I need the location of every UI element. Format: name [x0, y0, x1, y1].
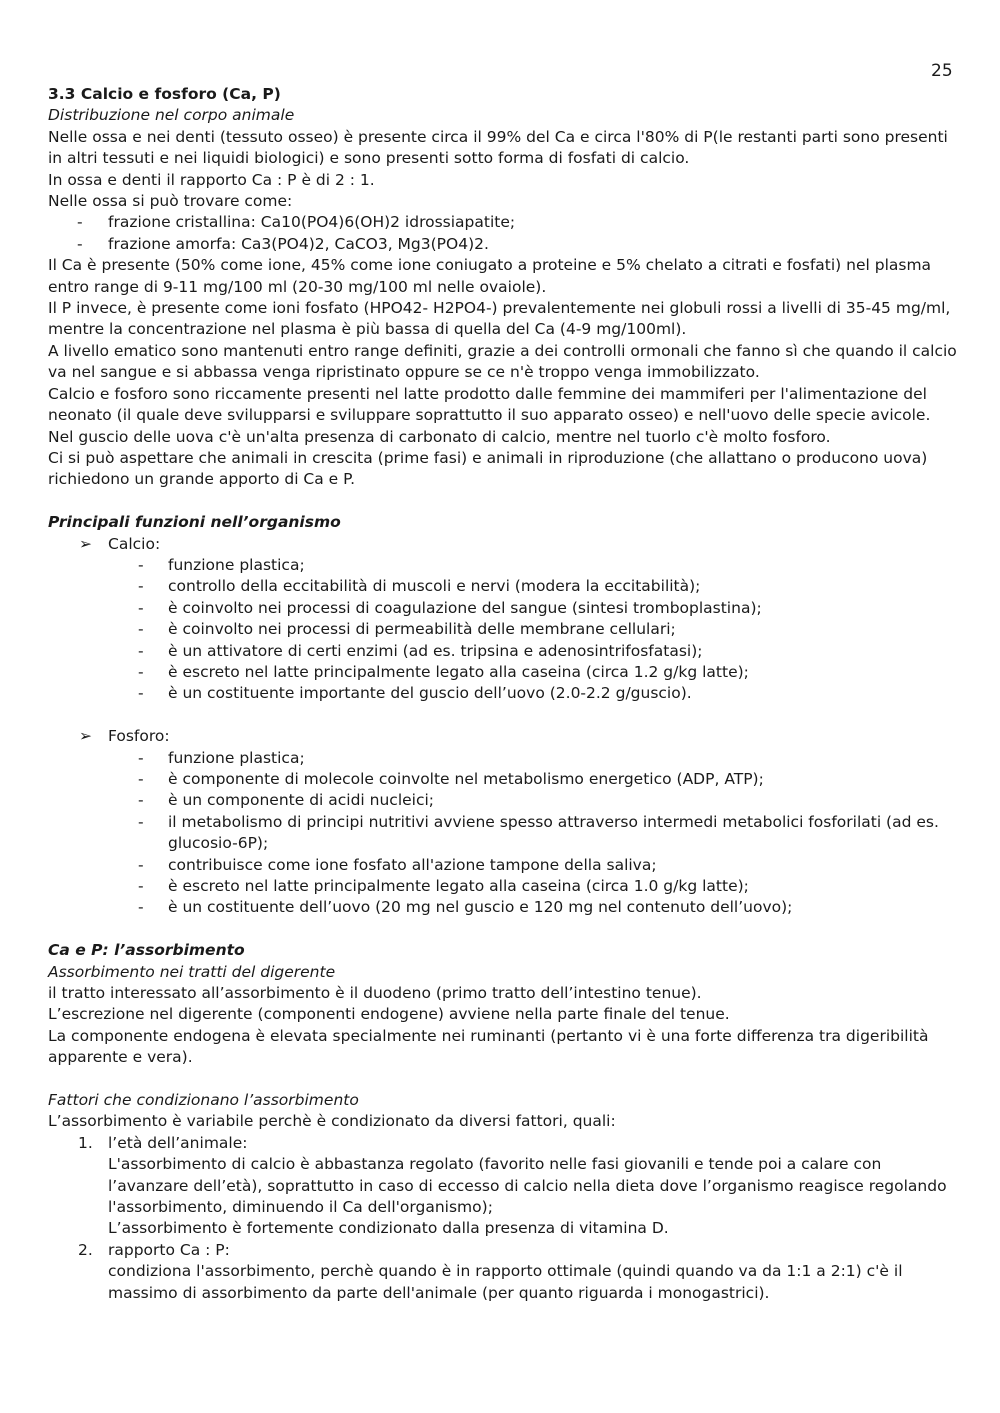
factor-text: condiziona l'assorbimento, perchè quando è in rapporto ottimale (quindi quando va da 1:1 a 2:1) c'è il massimo di assorbimento da parte dell'animale (per quanto riguarda i monogastrici). — [108, 1262, 903, 1302]
list-item: - frazione cristallina: Ca10(PO4)6(OH)2 idrossiapatite; — [48, 212, 958, 233]
list-item: - è un costituente dell’uovo (20 mg nel guscio e 120 mg nel contenuto dell’uovo); — [48, 897, 958, 918]
factor-label: l’età dell’animale: — [108, 1133, 248, 1152]
factor-label: rapporto Ca : P: — [108, 1240, 230, 1259]
absorption-subheading: Assorbimento nei tratti del digerente — [48, 962, 336, 981]
factor-text: L’assorbimento è fortemente condizionato dalla presenza di vitamina D. — [108, 1219, 669, 1238]
list-item: - è componente di molecole coinvolte nel metabolismo energetico (ADP, ATP); — [48, 769, 958, 790]
factor-text: L'assorbimento di calcio è abbastanza regolato (favorito nelle fasi giovanili e tende poi a calare con l’avanzare dell’età), soprattutto in caso di eccesso di calcio nella dieta dove l’organismo reagisce regolando l'assorbimento, diminuendo il Ca dell'organismo); — [108, 1155, 947, 1217]
fosforo-label: Fosforo: — [108, 727, 170, 746]
list-item: - è escreto nel latte principalmente legato alla caseina (circa 1.2 g/kg latte); — [48, 662, 958, 683]
list-item: - il metabolismo di principi nutritivi avviene spesso attraverso intermedi metabolici fosforilati (ad es. glucosio-6P); — [48, 812, 958, 855]
fosforo-functions-list — [48, 748, 958, 919]
arrow-bullet-icon: ➢ — [79, 534, 92, 553]
list-item: - funzione plastica; — [48, 748, 958, 769]
absorption-paragraph: L’assorbimento è variabile perchè è condizionato da diversi fattori, quali: — [48, 1112, 616, 1131]
functions-heading: Principali funzioni nell’organismo — [48, 513, 341, 532]
absorption-heading: Ca e P: l’assorbimento — [48, 941, 245, 960]
list-item: - è un componente di acidi nucleici; — [48, 790, 958, 811]
factor-item — [48, 1133, 958, 1240]
arrow-bullet-icon: ➢ — [79, 727, 92, 746]
absorption-paragraph: L’escrezione nel digerente (componenti endogene) avviene nella parte finale del tenue. — [48, 1005, 730, 1024]
list-item: - frazione amorfa: Ca3(PO4)2, CaCO3, Mg3(PO4)2. — [48, 234, 958, 255]
list-item: - è un attivatore di certi enzimi (ad es. tripsina e adenosintrifosfatasi); — [48, 641, 958, 662]
list-item: - controllo della eccitabilità di muscoli e nervi (modera la eccitabilità); — [48, 576, 958, 597]
list-item: - è un costituente importante del guscio dell’uovo (2.0-2.2 g/guscio). — [48, 683, 958, 704]
list-item: - contribuisce come ione fosfato all'azione tampone della saliva; — [48, 855, 958, 876]
bone-forms-list — [48, 212, 958, 255]
list-item: - funzione plastica; — [48, 555, 958, 576]
distribution-paragraph: Il Ca è presente (50% come ione, 45% come ione coniugato a proteine e 5% chelato a citrati e fosfati) nel plasma entro range di 9-11 mg/100 ml (20-30 mg/100 ml nelle ovaiole). — [48, 256, 932, 296]
factors-subheading: Fattori che condizionano l’assorbimento — [48, 1091, 359, 1110]
distribution-paragraph: In ossa e denti il rapporto Ca : P è di 2 : 1. — [48, 170, 375, 189]
page-number: 25 — [931, 61, 953, 81]
calcio-group — [48, 534, 958, 555]
calcio-functions-list — [48, 555, 958, 705]
list-item: - è coinvolto nei processi di coagulazione del sangue (sintesi tromboplastina); — [48, 598, 958, 619]
distribution-paragraph: Ci si può aspettare che animali in crescita (prime fasi) e animali in riproduzione (che allattano o producono uova) richiedono un grande apporto di Ca e P. — [48, 448, 928, 489]
section-title: 3.3 Calcio e fosforo (Ca, P) — [48, 85, 281, 103]
distribution-paragraph: Calcio e fosforo sono riccamente presenti nel latte prodotto dalle femmine dei mammiferi per l'alimentazione del neonato (il quale deve svilupparsi e sviluppare soprattutto il suo apparato osseo) e nell'uovo delle specie avicole. — [48, 384, 931, 425]
document-body — [48, 84, 958, 1304]
distribution-paragraph: Nelle ossa si può trovare come: — [48, 192, 293, 211]
factor-item — [48, 1240, 958, 1304]
distribution-paragraph: Il P invece, è presente come ioni fosfato (HPO42- H2PO4-) prevalentemente nei globuli rossi a livelli di 35-45 mg/ml, mentre la concentrazione nel plasma è più bassa di quella del Ca (4-9 mg/100ml). — [48, 299, 951, 339]
calcio-label: Calcio: — [108, 534, 161, 553]
fosforo-group — [48, 726, 958, 747]
distribution-paragraph: Nel guscio delle uova c'è un'alta presenza di carbonato di calcio, mentre nel tuorlo c'è molto fosforo. — [48, 427, 831, 446]
distribution-paragraph: Nelle ossa e nei denti (tessuto osseo) è presente circa il 99% del Ca e circa l'80% di P(le restanti parti sono presenti in altri tessuti e nei liquidi biologici) e sono presenti sotto forma di fosfati di calcio. — [48, 127, 948, 168]
absorption-paragraph: il tratto interessato all’assorbimento è il duodeno (primo tratto dell’intestino tenue). — [48, 984, 702, 1003]
factors-list — [48, 1133, 958, 1304]
factor-number: 1. — [78, 1133, 93, 1152]
distribution-paragraph: A livello ematico sono mantenuti entro range definiti, grazie a dei controlli ormonali che fanno sì che quando il calcio va nel sangue e si abbassa venga ripristinato oppure se ce n'è troppo venga immobilizzato. — [48, 341, 957, 382]
distribution-heading: Distribuzione nel corpo animale — [48, 106, 295, 125]
list-item: - è coinvolto nei processi di permeabilità delle membrane cellulari; — [48, 619, 958, 640]
list-item: - è escreto nel latte principalmente legato alla caseina (circa 1.0 g/kg latte); — [48, 876, 958, 897]
absorption-paragraph: La componente endogena è elevata specialmente nei ruminanti (pertanto vi è una forte differenza tra digeribilità apparente e vera). — [48, 1026, 929, 1067]
factor-number: 2. — [78, 1240, 93, 1259]
